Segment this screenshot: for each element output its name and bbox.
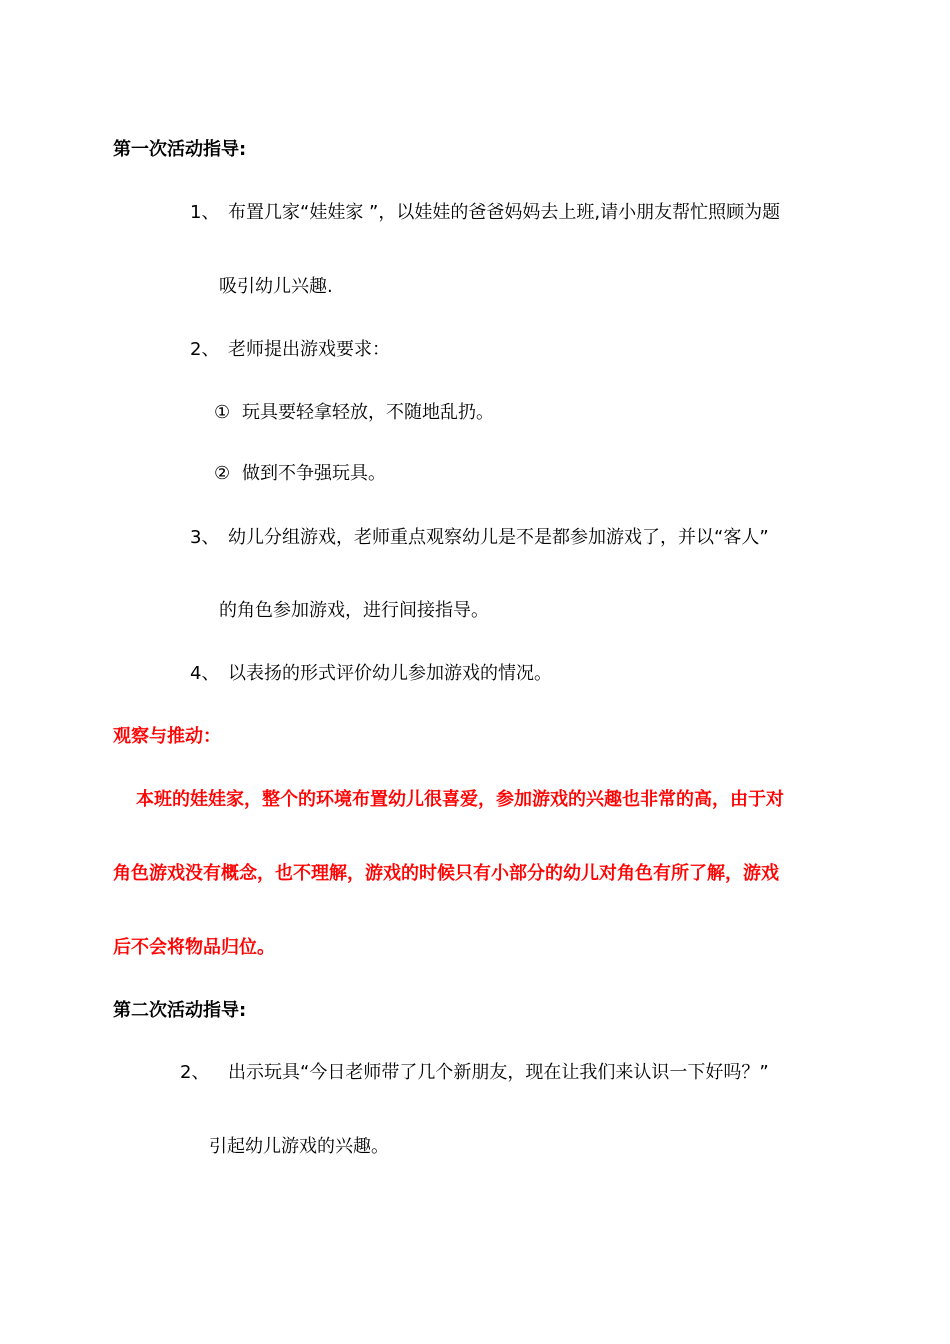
first-item2-number: 2、 [190,339,220,360]
second-activity-heading: 第二次活动指导: [113,1000,247,1021]
first-item3-continuation: 的角色参加游戏，进行间接指导。 [219,600,489,621]
first-item2-text: 老师提出游戏要求： [228,339,390,360]
sub-item2-marker: ② [214,463,231,484]
observation-line-2: 角色游戏没有概念，也不理解，游戏的时候只有小部分的幼儿对角色有所了解，游戏 [113,863,779,884]
sub-item1-text: 玩具要轻拿轻放，不随地乱扔。 [242,402,494,423]
first-item3-text: 幼儿分组游戏，老师重点观察幼儿是不是都参加游戏了，并以“客人” [228,527,769,548]
observation-heading: 观察与推动： [113,726,221,747]
first-item1-number: 1、 [190,202,220,223]
first-item4-text: 以表扬的形式评价幼儿参加游戏的情况。 [228,663,552,684]
second-item2-text: 出示玩具“今日老师带了几个新朋友，现在让我们来认识一下好吗？” [228,1062,769,1083]
first-item3-number: 3、 [190,527,220,548]
second-item2-number: 2、 [180,1062,210,1083]
first-item4-number: 4、 [190,663,220,684]
first-item1-text: 布置几家“娃娃家 ”，以娃娃的爸爸妈妈去上班,请小朋友帮忙照顾为题 [228,202,781,223]
sub-item1-marker: ① [214,402,231,423]
observation-line-3: 后不会将物品归位。 [113,937,275,958]
observation-line-1: 本班的娃娃家，整个的环境布置幼儿很喜爱，参加游戏的兴趣也非常的高，由于对 [136,789,784,810]
first-activity-heading: 第一次活动指导: [113,139,247,160]
first-item1-continuation: 吸引幼儿兴趣. [219,276,333,297]
second-item2-continuation: 引起幼儿游戏的兴趣。 [209,1136,389,1157]
sub-item2-text: 做到不争强玩具。 [242,463,386,484]
